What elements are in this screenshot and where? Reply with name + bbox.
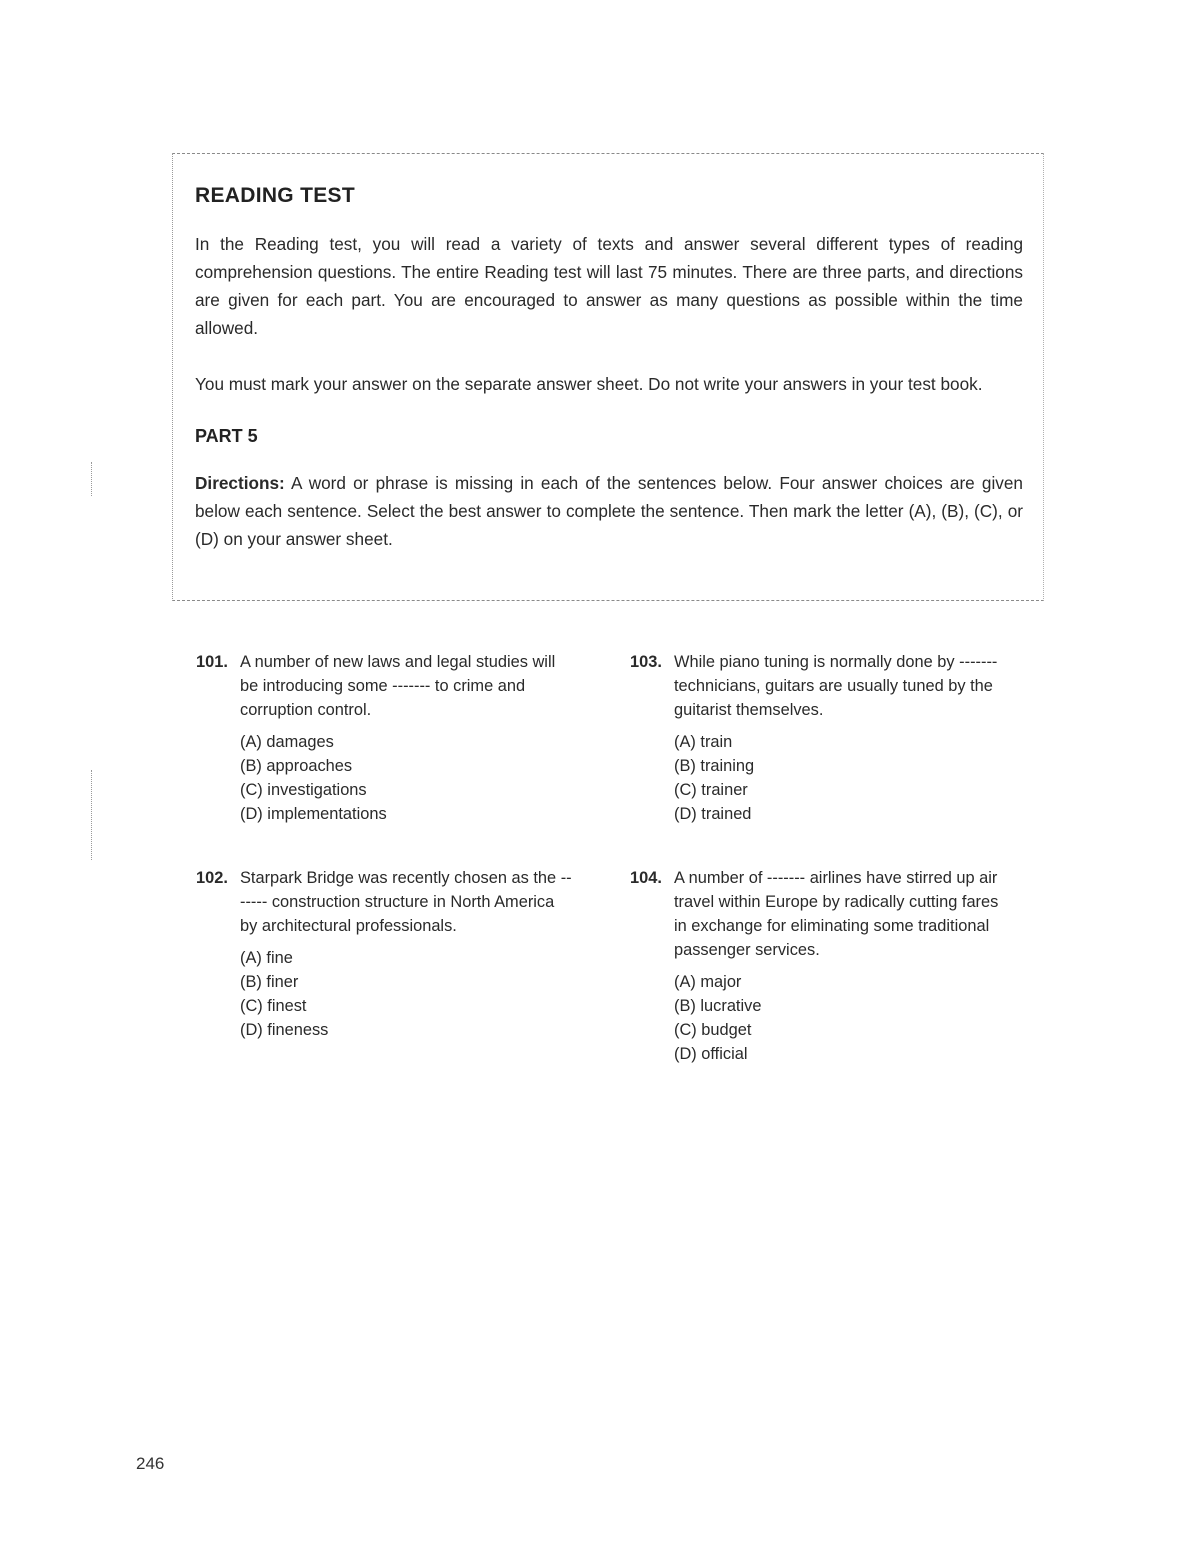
question-101 — [196, 650, 576, 826]
option-d: (D) implementations — [240, 805, 387, 823]
page-number: 246 — [136, 1454, 165, 1473]
option-b: (B) finer — [240, 973, 299, 991]
scan-margin-mark — [91, 462, 93, 496]
answer-options — [674, 970, 1010, 1066]
question-102 — [196, 866, 576, 1042]
option-d: (D) fineness — [240, 1021, 329, 1039]
option-a: (A) major — [674, 973, 742, 991]
instructions-content — [195, 184, 1023, 581]
section-title: READING TEST — [195, 184, 355, 207]
question-number: 103. — [630, 653, 662, 671]
question-text: A number of ------- airlines have stirred up air travel within Europe by radically cutting fares in exchange for eliminating some traditional passenger services. — [674, 869, 999, 959]
option-b: (B) training — [674, 757, 755, 775]
directions-text: A word or phrase is missing in each of the sentences below. Four answer choices are given below each sentence. Select the best answer to complete the sentence. Then mark the letter (A), (B), (C), or (D) on your answer sheet. — [195, 473, 1023, 549]
option-a: (A) train — [674, 733, 733, 751]
option-c: (C) trainer — [674, 781, 748, 799]
instructions-box — [172, 153, 1044, 601]
question-number: 104. — [630, 869, 662, 887]
answer-options — [240, 946, 576, 1042]
question-number: 102. — [196, 869, 228, 887]
question-104 — [630, 866, 1010, 1066]
answer-sheet-paragraph: You must mark your answer on the separate answer sheet. Do not write your answers in your test book. — [195, 374, 983, 394]
option-a: (A) damages — [240, 733, 334, 751]
question-103 — [630, 650, 1010, 826]
option-b: (B) lucrative — [674, 997, 762, 1015]
question-number: 101. — [196, 653, 228, 671]
answer-options — [240, 730, 576, 826]
option-c: (C) budget — [674, 1021, 752, 1039]
option-b: (B) approaches — [240, 757, 353, 775]
part-title: PART 5 — [195, 426, 258, 446]
option-c: (C) finest — [240, 997, 307, 1015]
option-a: (A) fine — [240, 949, 293, 967]
option-d: (D) official — [674, 1045, 748, 1063]
option-d: (D) trained — [674, 805, 752, 823]
question-text: A number of new laws and legal studies will be introducing some ------- to crime and corruption control. — [240, 653, 556, 719]
directions-paragraph — [195, 469, 1023, 553]
answer-options — [674, 730, 1010, 826]
intro-paragraph: In the Reading test, you will read a variety of texts and answer several different types of reading comprehension questions. The entire Reading test will last 75 minutes. There are three parts, and directions are given for each part. You are encouraged to answer as many questions as possible within the time allowed. — [195, 234, 1023, 338]
option-c: (C) investigations — [240, 781, 367, 799]
question-text: While piano tuning is normally done by ------- technicians, guitars are usually tuned by the guitarist themselves. — [674, 653, 998, 719]
scan-margin-mark — [91, 770, 93, 860]
directions-label: Directions: — [195, 473, 285, 493]
question-text: Starpark Bridge was recently chosen as the ------- construction structure in North America by architectural professionals. — [240, 869, 572, 935]
